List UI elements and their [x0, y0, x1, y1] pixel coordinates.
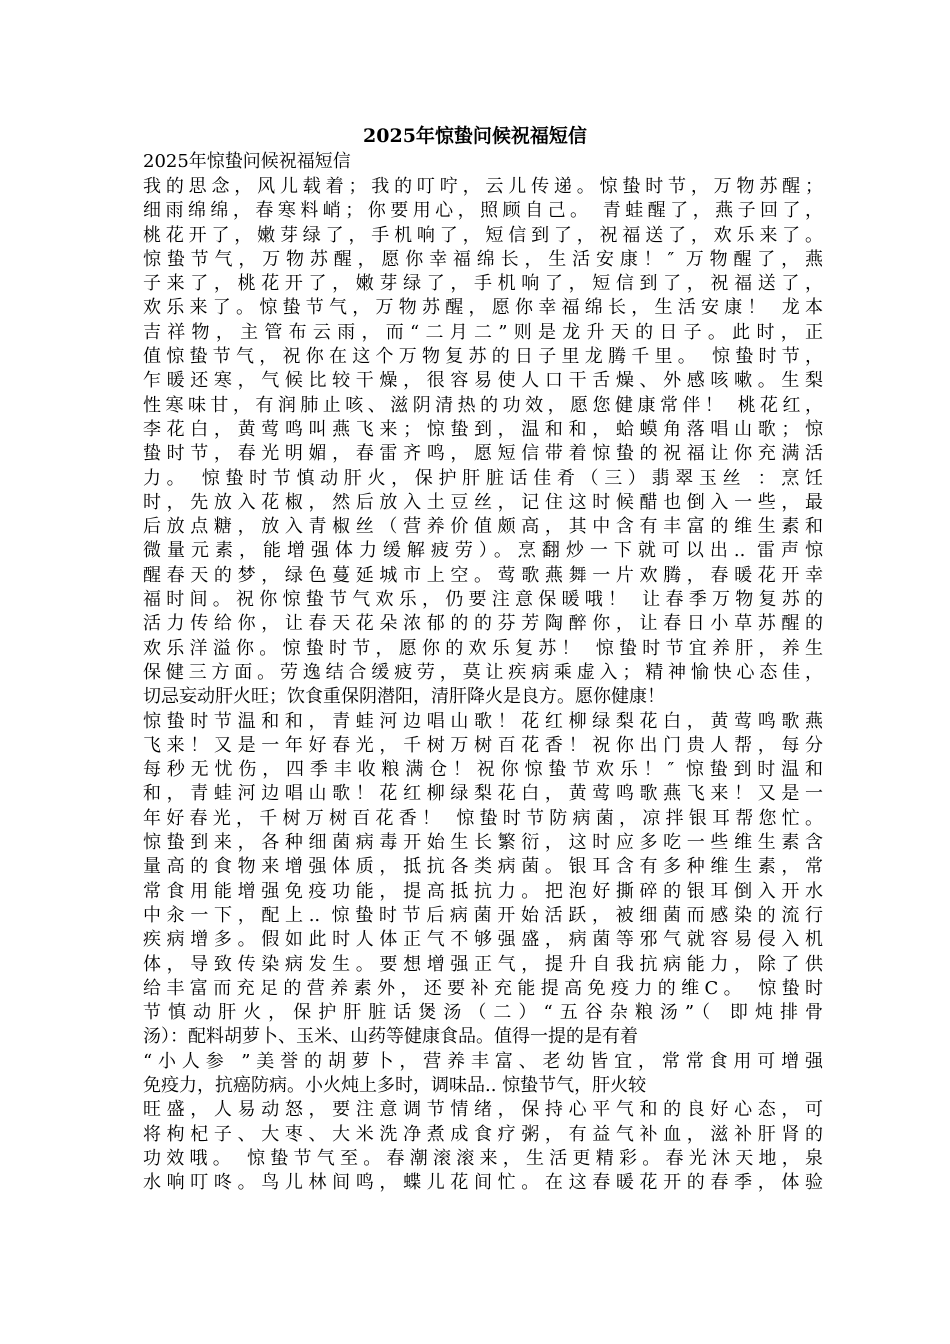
- body-line: 汤）：配料胡萝卜、玉米、山药等健康食品。值得一提的是有着: [143, 1026, 638, 1048]
- body-line: 给丰富而充足的营养素外，还要补充能提高免疫力的维C。 惊蛰时: [143, 977, 823, 999]
- body-line: 水响叮咚。鸟儿林间鸣，蝶儿花间忙。在这春暖花开的春季，体验: [143, 1172, 823, 1194]
- body-line: 年好春光，千树万树百花香！ 惊蛰时节防病菌，凉拌银耳帮您忙。: [143, 807, 823, 829]
- body-line: 疾病增多。假如此时人体正气不够强盛，病菌等邪气就容易侵入机: [143, 929, 823, 951]
- document-body: [143, 175, 823, 1195]
- body-line: 惊蛰到来，各种细菌病毒开始生长繁衍，这时应多吃一些维生素含: [143, 832, 823, 854]
- body-line: 保健三方面。劳逸结合缓疲劳，莫让疾病乘虚入；精神愉快心态佳，: [143, 661, 823, 683]
- body-line: 免疫力，抗癌防病。小火炖上多时，调味品.. 惊蛰节气，肝火较: [143, 1074, 647, 1096]
- body-line: 欢乐来了。惊蛰节气，万物苏醒，愿你幸福绵长，生活安康！ 龙本: [143, 297, 823, 319]
- body-line: 乍暖还寒，气候比较干燥，很容易使人口干舌燥、外感咳嗽。生梨: [143, 370, 823, 392]
- body-line: 将枸杞子、大枣、大米洗净煮成食疗粥，有益气补血，滋补肝肾的: [143, 1123, 823, 1145]
- body-line: 微量元素，能增强体力缓解疲劳）。烹翻炒一下就可以出.. 雷声惊: [143, 540, 823, 562]
- body-line: 每秒无忧伤，四季丰收粮满仓！祝你惊蛰节欢乐！″ 惊蛰到时温和: [143, 759, 823, 781]
- body-line: 后放点糖，放入青椒丝（营养价值颇高，其中含有丰富的维生素和: [143, 516, 823, 538]
- body-line: 性寒味甘，有润肺止咳、滋阴清热的功效，愿您健康常伴！ 桃花红，: [143, 394, 823, 416]
- document-title: 2025年惊蛰问候祝福短信: [363, 125, 587, 147]
- body-line: 和，青蛙河边唱山歌！花红柳绿梨花白，黄莺鸣歌燕飞来！又是一: [143, 783, 823, 805]
- body-line: 李花白，黄莺鸣叫燕飞来；惊蛰到，温和和，蛤蟆角落唱山歌；惊: [143, 418, 823, 440]
- body-line: 飞来！又是一年好春光，千树万树百花香！祝你出门贵人帮，每分: [143, 734, 823, 756]
- body-line: 值惊蛰节气，祝你在这个万物复苏的日子里龙腾千里。 惊蛰时节，: [143, 346, 823, 368]
- body-line: 醒春天的梦，绿色蔓延城市上空。莺歌燕舞一片欢腾，春暖花开幸: [143, 564, 823, 586]
- body-line: 时，先放入花椒，然后放入土豆丝，记住这时候醋也倒入一些，最: [143, 491, 823, 513]
- body-line: 体，导致传染病发生。要想增强正气，提升自我抗病能力，除了供: [143, 953, 823, 975]
- body-line: 常食用能增强免疫功能，提高抵抗力。把泡好撕碎的银耳倒入开水: [143, 880, 823, 902]
- body-line: 量高的食物来增强体质，抵抗各类病菌。银耳含有多种维生素，常: [143, 856, 823, 878]
- body-line: 桃花开了，嫩芽绿了，手机响了，短信到了，祝福送了，欢乐来了。: [143, 224, 823, 246]
- body-line: 吉祥物，主管布云雨，而“二月二”则是龙升天的日子。此时，正: [143, 321, 823, 343]
- body-line: 旺盛，人易动怒，要注意调节情绪，保持心平气和的良好心态，可: [143, 1099, 823, 1121]
- body-line: 子来了，桃花开了，嫩芽绿了，手机响了，短信到了，祝福送了，: [143, 273, 823, 295]
- body-line: 惊蛰时节温和和，青蛙河边唱山歌！花红柳绿梨花白，黄莺鸣歌燕: [143, 710, 823, 732]
- body-line: 我的思念，风儿载着；我的叮咛，云儿传递。惊蛰时节，万物苏醒；: [143, 176, 823, 197]
- body-line: 蛰时节，春光明媚，春雷齐鸣，愿短信带着惊蛰的祝福让你充满活: [143, 443, 823, 465]
- body-line: “小人参 ”美誉的胡萝卜，营养丰富、老幼皆宜，常常食用可增强: [143, 1050, 823, 1072]
- body-line: 活力传给你，让春天花朵浓郁的的芬芳陶醉你，让春日小草苏醒的: [143, 613, 823, 635]
- body-line: 福时间。祝你惊蛰节气欢乐，仍要注意保暖哦！ 让春季万物复苏的: [143, 589, 823, 611]
- body-line: 节慎动肝火，保护肝脏话煲汤（二）“五谷杂粮汤”（ 即炖排骨: [143, 1002, 823, 1024]
- body-line: 惊蛰节气，万物苏醒，愿你幸福绵长，生活安康！″ 万物醒了，燕: [143, 248, 823, 270]
- body-line: 细雨绵绵，春寒料峭；你要用心，照顾自己。 青蛙醒了，燕子回了，: [143, 200, 823, 222]
- body-line: 欢乐洋溢你。惊蛰时节，愿你的欢乐复苏！ 惊蛰时节宜养肝，养生: [143, 637, 823, 659]
- body-line: 功效哦。 惊蛰节气至。春潮滚滚来，生活更精彩。春光沐天地，泉: [143, 1147, 823, 1169]
- document-subtitle: 2025年惊蛰问候祝福短信: [143, 151, 351, 172]
- body-line: 力。 惊蛰时节慎动肝火，保护肝脏话佳肴（三）翡翠玉丝 ：烹饪: [143, 467, 823, 489]
- body-line: 中汆一下，配上.. 惊蛰时节后病菌开始活跃，被细菌而感染的流行: [143, 904, 823, 926]
- body-line: 切忌妄动肝火旺；饮食重保阴潜阳，清肝降火是良方。愿你健康！: [143, 686, 665, 708]
